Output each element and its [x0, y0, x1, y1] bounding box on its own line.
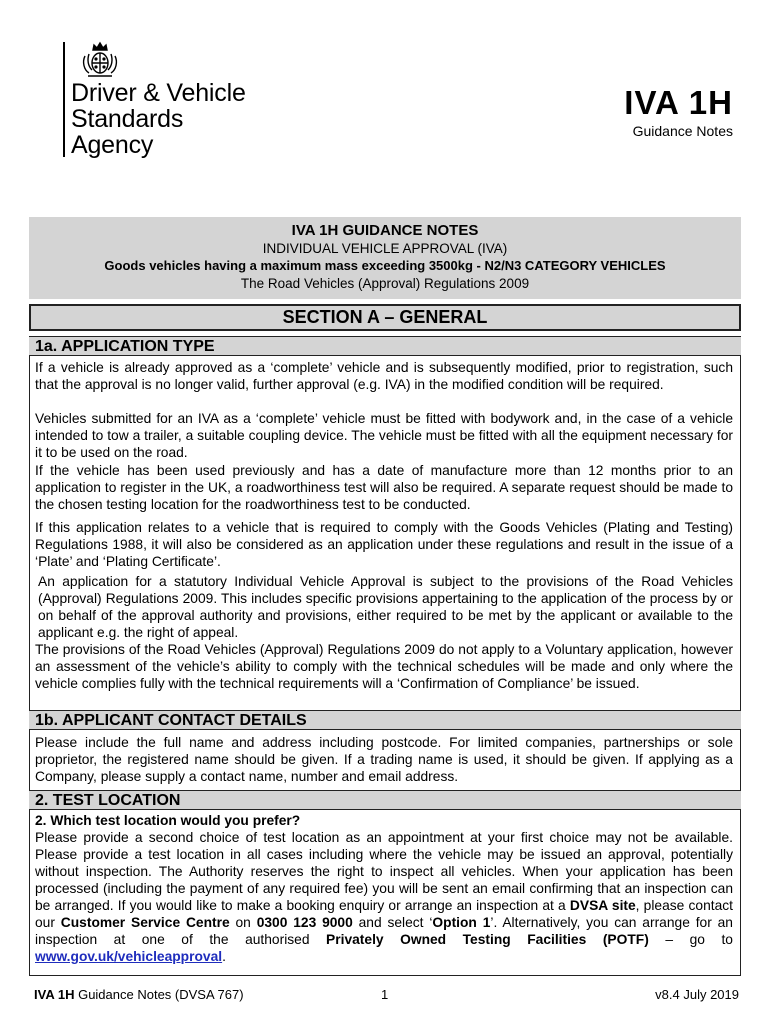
- paragraph-1a-2: Vehicles submitted for an IVA as a ‘complete’ vehicle must be fitted with bodywork and, in the case of a vehicle intended to tow a trailer, a suitable coupling device. The vehicle must be fitted with all the equipment necessary for it to be used on the road.: [35, 411, 733, 460]
- paragraph-1a-6: The provisions of the Road Vehicles (Approval) Regulations 2009 do not apply to a Voluntary application, however an assessment of the vehicle’s ability to comply with the technical schedules will be made and only where the vehicle complies fully with the technical requirements will a ‘Confirmation of Compliance’ be issued.: [35, 642, 733, 691]
- logo-line-3: Agency: [71, 131, 154, 159]
- text-2-part-2: , please contact our: [35, 898, 733, 930]
- question-test-location: 2. Which test location would you prefer?: [35, 813, 301, 828]
- section-a-title: SECTION A – GENERAL: [29, 304, 741, 331]
- paragraph-1a-1: If a vehicle is already approved as a ‘complete’ vehicle and is subsequently modified, prior to registration, such that the approval is no longer valid, further approval (e.g. IVA) in the modified condition will be required.: [35, 360, 733, 392]
- paragraph-1a-4: If this application relates to a vehicle that is required to comply with the Goods Vehicles (Plating and Testing) Regulations 1988, it will also be considered as an application under these regulations and result in the issue of a ‘Plate’ and ‘Plating Certificate’.: [35, 520, 733, 569]
- heading-applicant-contact: 1b. APPLICANT CONTACT DETAILS: [29, 710, 741, 730]
- banner-line-2: INDIVIDUAL VEHICLE APPROVAL (IVA): [262, 241, 508, 256]
- text-2-part-1: Please provide a second choice of test location as an appointment at your first choice may not be available. Please provide a test location in all cases including where the vehicle may be issued an approval, potentially without inspection. The Authority reserves the right to inspect all vehicles. When your application has been processed (including the payment of any required fee) you will be sent an email confirming that an inspection can be arranged. If you would like to make a booking enquiry or arrange an inspection at a: [35, 830, 733, 913]
- text-2-part-7: .: [222, 949, 226, 964]
- paragraph-2: [35, 829, 733, 965]
- footer-code: IVA 1H: [34, 987, 75, 1002]
- paragraph-1a-5: An application for a statutory Individual Vehicle Approval is subject to the provisions of the Road Vehicles (Approval) Regulations 2009. This includes specific provisions appertaining to the application of the process by or on behalf of the approval authority and provisions, either required to be met by the applicant or available to the applicant e.g. the right of appeal.: [38, 574, 733, 640]
- banner-line-3: Goods vehicles having a maximum mass exceeding 3500kg - N2/N3 CATEGORY VEHICLES: [104, 258, 666, 273]
- phone-number: 0300 123 9000: [256, 915, 353, 930]
- text-2-part-5: ’. Alternatively, you can arrange for an inspection at one of the authorised: [35, 915, 733, 947]
- dvsa-site-text: DVSA site: [569, 898, 636, 913]
- text-2-part-3: on: [229, 915, 257, 930]
- banner-line-4: The Road Vehicles (Approval) Regulations 2009: [240, 276, 530, 291]
- footer-version: v8.4 July 2019: [655, 987, 739, 1002]
- customer-service-text: Customer Service Centre: [60, 915, 230, 930]
- paragraph-1b: Please include the full name and address including postcode. For limited companies, partnerships or sole proprietor, the registered name should be given. If a trading name is used, it should be given. If applying as a Company, please supply a contact name, number and email address.: [35, 735, 733, 784]
- heading-application-type: 1a. APPLICATION TYPE: [29, 336, 741, 356]
- potf-text: Privately Owned Testing Facilities (POTF): [326, 932, 649, 947]
- form-subtitle: Guidance Notes: [632, 123, 733, 139]
- heading-test-location: 2. TEST LOCATION: [29, 790, 741, 810]
- agency-logo: [71, 80, 246, 158]
- paragraph-1a-3: If the vehicle has been used previously and has a date of manufacture more than 12 months prior to an application to register in the UK, a roadworthiness test will also be required. A separate request should be made to the chosen testing location for the roadworthiness test to be conducted.: [35, 463, 733, 512]
- logo-line-2: Standards: [71, 105, 184, 133]
- banner-title: IVA 1H GUIDANCE NOTES: [291, 222, 479, 239]
- option-text: Option 1: [432, 915, 491, 930]
- footer-doc: Guidance Notes (DVSA 767): [74, 987, 244, 1002]
- text-2-part-4: and select ‘: [352, 915, 433, 930]
- royal-crest-icon: [80, 40, 120, 80]
- text-2-part-6: – go to: [648, 932, 733, 947]
- title-banner: [29, 217, 741, 299]
- form-code: IVA 1H: [624, 84, 733, 121]
- logo-divider: [63, 42, 65, 157]
- vehicle-approval-link[interactable]: www.gov.uk/vehicleapproval: [35, 949, 223, 964]
- logo-line-1: Driver & Vehicle: [71, 79, 246, 107]
- footer-doc-ref: [34, 987, 244, 1003]
- page-number: 1: [381, 987, 389, 1002]
